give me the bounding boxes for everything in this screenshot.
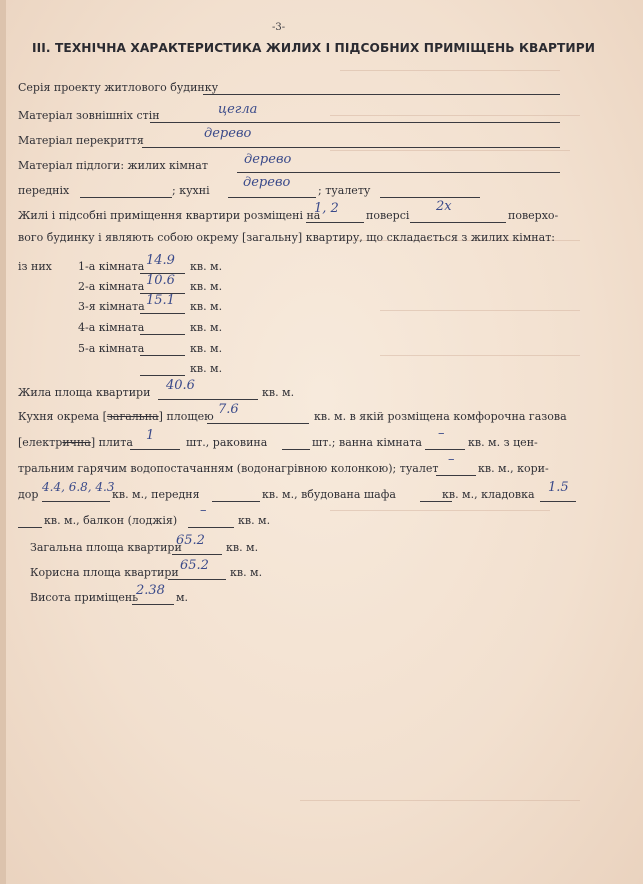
total-area-line bbox=[172, 554, 222, 555]
useful-area-label: Корисна площа квартири bbox=[30, 566, 179, 579]
corridor-line bbox=[42, 501, 110, 502]
heating-text-1: тральним гарячим водопостачанням (водонагрівною колонкою); туалет bbox=[18, 462, 439, 475]
toilet-floor-label: ; туалету bbox=[318, 184, 371, 197]
pantry-line bbox=[540, 501, 576, 502]
living-area-unit: кв. м. bbox=[262, 386, 295, 399]
room-line bbox=[140, 313, 185, 314]
rooms-prefix: із них bbox=[18, 260, 52, 273]
storeys-line bbox=[410, 222, 506, 223]
kitchen-area-value: 7.6 bbox=[218, 402, 239, 417]
corridor-value: 4.4, 6.8, 4.3 bbox=[42, 480, 115, 494]
room-value: 10.6 bbox=[146, 273, 175, 288]
series-line bbox=[203, 94, 560, 95]
corridor-text-2: кв. м., передня bbox=[112, 488, 200, 501]
total-area-value: 65.2 bbox=[176, 533, 205, 548]
corridor-text-4: кв. м., кладовка bbox=[442, 488, 535, 501]
floor-value: дерево bbox=[244, 152, 292, 167]
walls-value: цегла bbox=[218, 102, 258, 117]
balcony-text-1: кв. м., балкон (лоджія) bbox=[44, 514, 178, 527]
height-value: 2.38 bbox=[136, 583, 165, 598]
hall-line bbox=[80, 197, 172, 198]
toilet-floor-line bbox=[380, 197, 480, 198]
ceiling-line bbox=[142, 147, 560, 148]
page-edge bbox=[0, 0, 6, 884]
room-unit: кв. м. bbox=[190, 300, 223, 313]
total-area-unit: кв. м. bbox=[226, 541, 259, 554]
kitchen-line bbox=[18, 410, 214, 423]
location-floor-value: 1, 2 bbox=[314, 201, 339, 216]
useful-area-unit: кв. м. bbox=[230, 566, 263, 579]
stove-struck: ична bbox=[62, 436, 91, 449]
corridor-text-3: кв. м., вбудована шафа bbox=[262, 488, 396, 501]
room-unit: кв. м. bbox=[190, 321, 223, 334]
living-area-label: Жила площа квартири bbox=[18, 386, 151, 399]
room-label: 1-а кімната bbox=[78, 260, 145, 273]
height-unit: м. bbox=[176, 591, 189, 604]
room-label: 5-а кімната bbox=[78, 342, 145, 355]
bath-value: – bbox=[438, 426, 445, 441]
living-area-value: 40.6 bbox=[166, 378, 195, 393]
balcony-text-2: кв. м. bbox=[238, 514, 271, 527]
stove-text-3: шт., раковина bbox=[186, 436, 268, 449]
height-line bbox=[132, 604, 174, 605]
kitchen-floor-line bbox=[228, 197, 316, 198]
ceiling-value: дерево bbox=[204, 126, 252, 141]
room-unit: кв. м. bbox=[190, 342, 223, 355]
balcony-value: – bbox=[200, 503, 207, 518]
useful-area-line bbox=[168, 579, 226, 580]
room-line bbox=[140, 355, 185, 356]
kitchen-text-2: ] площею bbox=[158, 410, 214, 423]
section-heading: III. ТЕХНІЧНА ХАРАКТЕРИСТИКА ЖИЛИХ І ПІДСОБНИХ ПРИМІЩЕНЬ КВАРТИРИ bbox=[32, 41, 596, 55]
room-label: 2-а кімната bbox=[78, 280, 145, 293]
page-number: -3- bbox=[272, 22, 286, 33]
toilet-area-line bbox=[436, 475, 476, 476]
sink-line bbox=[282, 449, 310, 450]
room-value: 15.1 bbox=[146, 293, 175, 308]
room-label: 3-я кімната bbox=[78, 300, 145, 313]
toilet-area-value: – bbox=[448, 452, 455, 467]
kitchen-text-1: Кухня окрема [ bbox=[18, 410, 107, 423]
floor-label: Матеріал підлоги: жилих кімнат bbox=[18, 159, 208, 172]
useful-area-value: 65.2 bbox=[180, 558, 209, 573]
stove-count-line bbox=[130, 449, 180, 450]
room-unit: кв. м. bbox=[190, 362, 223, 375]
balcony-lead-line bbox=[18, 527, 42, 528]
series-label: Серія проекту житлового будинку bbox=[18, 81, 219, 94]
stove-text-4: шт.; ванна кімната bbox=[312, 436, 422, 449]
kitchen-floor-label: ; кухні bbox=[172, 184, 210, 197]
storeys-value: 2х bbox=[436, 199, 452, 214]
room-value: 14.9 bbox=[146, 253, 175, 268]
room-line bbox=[140, 334, 185, 335]
kitchen-text-3: кв. м. в якій розміщена комфорочна газова bbox=[314, 410, 567, 423]
floor-line bbox=[237, 172, 560, 173]
walls-label: Матеріал зовнішніх стін bbox=[18, 109, 160, 122]
stove-text-1: [електр bbox=[18, 436, 63, 449]
height-label: Висота приміщень bbox=[30, 591, 139, 604]
location-text-3: поверхо- bbox=[508, 209, 559, 222]
stove-text-2: ] плита bbox=[90, 436, 133, 449]
location-text-1: Жилі і підсобні приміщення квартири розміщені на bbox=[18, 209, 321, 222]
kitchen-floor-value: дерево bbox=[243, 175, 291, 190]
location-text-2: поверсі bbox=[366, 209, 410, 222]
stove-count-value: 1 bbox=[146, 428, 155, 443]
living-area-line bbox=[158, 399, 258, 400]
room-label: 4-а кімната bbox=[78, 321, 145, 334]
corridor-text-1: дор bbox=[18, 488, 39, 501]
kitchen-struck: загальна bbox=[106, 410, 159, 423]
location-floor-line bbox=[306, 222, 364, 223]
stove-type bbox=[18, 436, 133, 449]
room-line bbox=[140, 375, 185, 376]
walls-line bbox=[150, 122, 560, 123]
pantry-value: 1.5 bbox=[548, 480, 569, 495]
hallway-line bbox=[212, 501, 260, 502]
ceiling-label: Матеріал перекриття bbox=[18, 134, 144, 147]
location-text-4: вого будинку і являють собою окрему [загальну] квартиру, що складається з жилих кімнат: bbox=[18, 231, 555, 244]
balcony-line bbox=[188, 527, 234, 528]
heating-text-2: кв. м., кори- bbox=[478, 462, 549, 475]
hall-label: передніх bbox=[18, 184, 70, 197]
total-area-label: Загальна площа квартири bbox=[30, 541, 182, 554]
wardrobe-line bbox=[420, 501, 452, 502]
bath-line bbox=[425, 449, 465, 450]
kitchen-area-line bbox=[207, 423, 309, 424]
room-unit: кв. м. bbox=[190, 260, 223, 273]
room-unit: кв. м. bbox=[190, 280, 223, 293]
stove-text-5: кв. м. з цен- bbox=[468, 436, 538, 449]
